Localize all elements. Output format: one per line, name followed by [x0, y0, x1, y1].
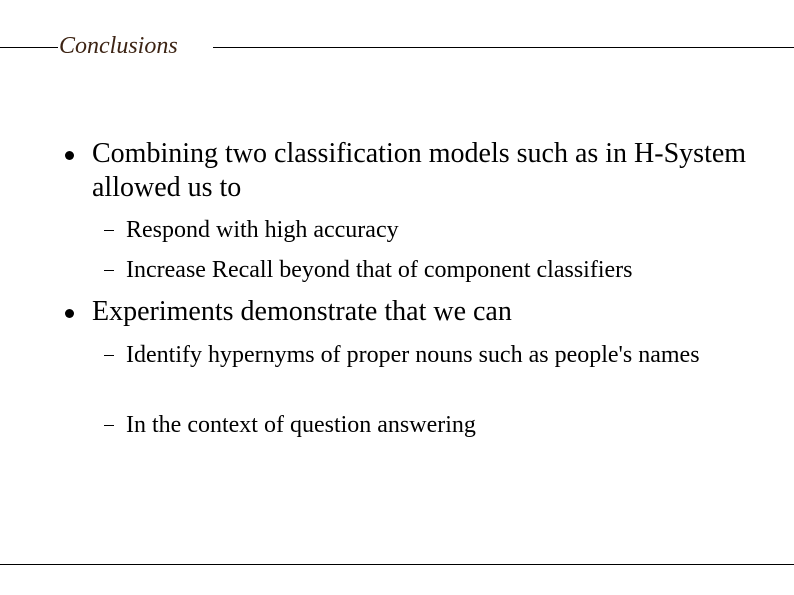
dash-icon [104, 425, 114, 426]
sub-bullet-text: Respond with high accuracy [126, 217, 399, 243]
slide-title: Conclusions [59, 33, 178, 59]
footer-rule [0, 564, 794, 565]
bullet-item [92, 137, 752, 205]
bullet-text: Experiments demonstrate that we can [92, 296, 512, 327]
bullet-text: Combining two classification models such as in H-System allowed us to [92, 138, 747, 203]
sub-bullet-text: Identify hypernyms of proper nouns such as people's names [126, 342, 700, 368]
dash-icon [104, 355, 114, 356]
sub-bullet-item [126, 340, 742, 370]
sub-bullet-text: In the context of question answering [126, 412, 476, 438]
sub-bullet-item [126, 410, 742, 440]
dash-icon [104, 230, 114, 231]
bullet-item [92, 295, 752, 329]
dash-icon [104, 270, 114, 271]
sub-bullet-item [126, 215, 742, 245]
sub-bullet-item [126, 255, 742, 285]
bullet-dot-icon [65, 151, 74, 160]
bullet-dot-icon [65, 309, 74, 318]
sub-bullet-text: Increase Recall beyond that of component classifiers [126, 257, 633, 283]
